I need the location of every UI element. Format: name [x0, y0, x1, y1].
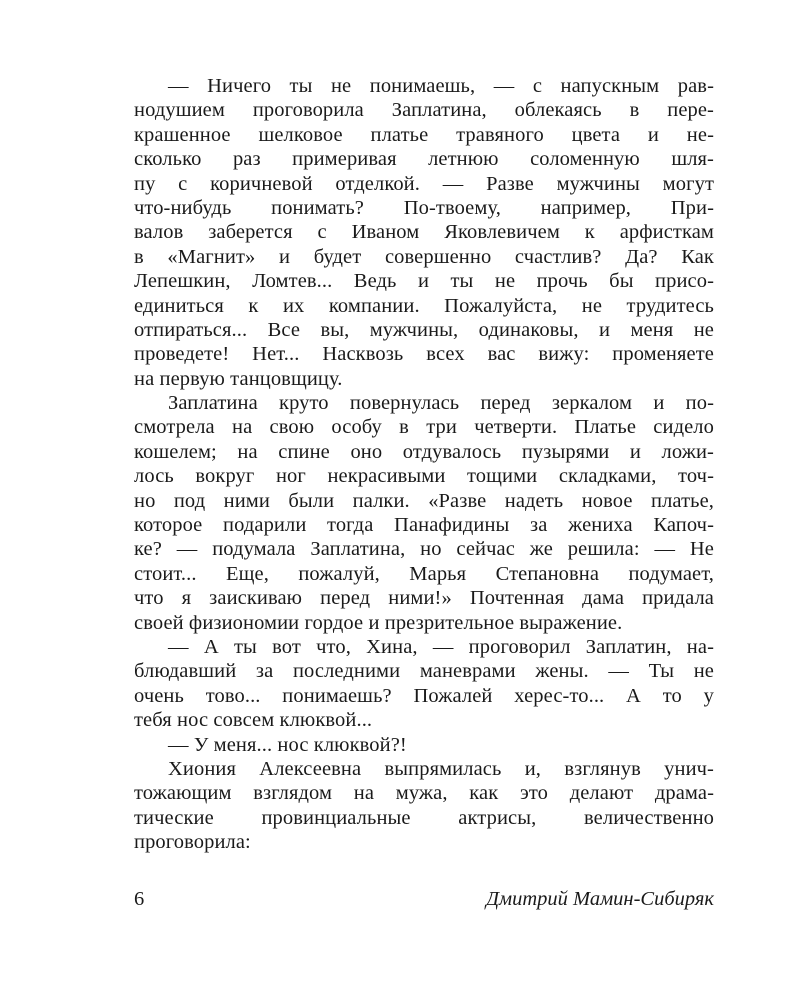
text-line: проговорила: — [134, 831, 251, 854]
text-line: в «Магнит» и будет совершенно счастлив? Да? Как — [134, 245, 714, 268]
text-line: очень тово... понимаешь? Пожалей херес-то... А то у — [134, 684, 714, 707]
text-line: тебя нос совсем клюквой... — [134, 709, 373, 732]
text-line: — А ты вот что, Хина, — проговорил Заплатин, на- — [168, 635, 714, 658]
text-line: на первую танцовщицу. — [134, 367, 343, 390]
running-footer-author: Дмитрий Мамин-Сибиряк — [485, 888, 714, 910]
text-line: проведете! Нет... Насквозь всех вас вижу: променяете — [134, 343, 714, 366]
text-line: отпираться... Все вы, мужчины, одинаковы, и меня не — [134, 318, 714, 341]
text-line: что-нибудь понимать? По-твоему, например, При- — [134, 196, 714, 219]
text-line: смотрела на свою особу в три четверти. Платье сидело — [134, 416, 714, 439]
text-line: нодушием проговорила Заплатина, облекаясь в пере- — [134, 99, 714, 122]
text-line: блюдавший за последними маневрами жены. — Ты не — [134, 660, 714, 683]
text-line: тожающим взглядом на мужа, как это делают драма- — [134, 782, 714, 805]
text-line: сколько раз примеривая летнюю соломенную шля- — [134, 148, 714, 171]
text-line: но под ними были палки. «Разве надеть новое платье, — [134, 489, 714, 512]
text-line: которое подарили тогда Панафидины за жениха Капоч- — [134, 514, 714, 537]
body-text — [134, 74, 714, 855]
text-line: Хиония Алексеевна выпрямилась и, взглянув унич- — [168, 757, 714, 780]
text-line: кошелем; на спине оно отдувалось пузырями и ложи- — [134, 440, 714, 463]
text-line: стоит... Еще, пожалуй, Марья Степановна подумает, — [134, 562, 714, 585]
text-line: — У меня... нос клюквой?! — [168, 733, 407, 756]
text-line: тические провинциальные актрисы, величественно — [134, 806, 714, 829]
text-line: лось вокруг ног некрасивыми тощими складками, точ- — [134, 465, 714, 488]
text-line: своей физиономии гордое и презрительное выражение. — [134, 611, 623, 634]
text-line: — Ничего ты не понимаешь, — с напускным рав- — [168, 75, 714, 97]
text-line: Заплатина круто повернулась перед зеркалом и по- — [168, 392, 714, 415]
text-line: валов заберется с Иваном Яковлевичем к арфисткам — [134, 221, 714, 244]
text-line: что я заискиваю перед ними!» Почтенная дама придала — [134, 587, 714, 610]
text-line: пу с коричневой отделкой. — Разве мужчины могут — [134, 172, 714, 195]
text-line: Лепешкин, Ломтев... Ведь и ты не прочь бы присо- — [134, 270, 714, 293]
page-number: 6 — [134, 888, 145, 910]
text-line: крашенное шелковое платье травяного цвета и не- — [134, 123, 714, 146]
text-line: единиться к их компании. Пожалуйста, не трудитесь — [134, 294, 714, 317]
text-line: ке? — подумала Заплатина, но сейчас же решила: — Не — [134, 538, 714, 561]
